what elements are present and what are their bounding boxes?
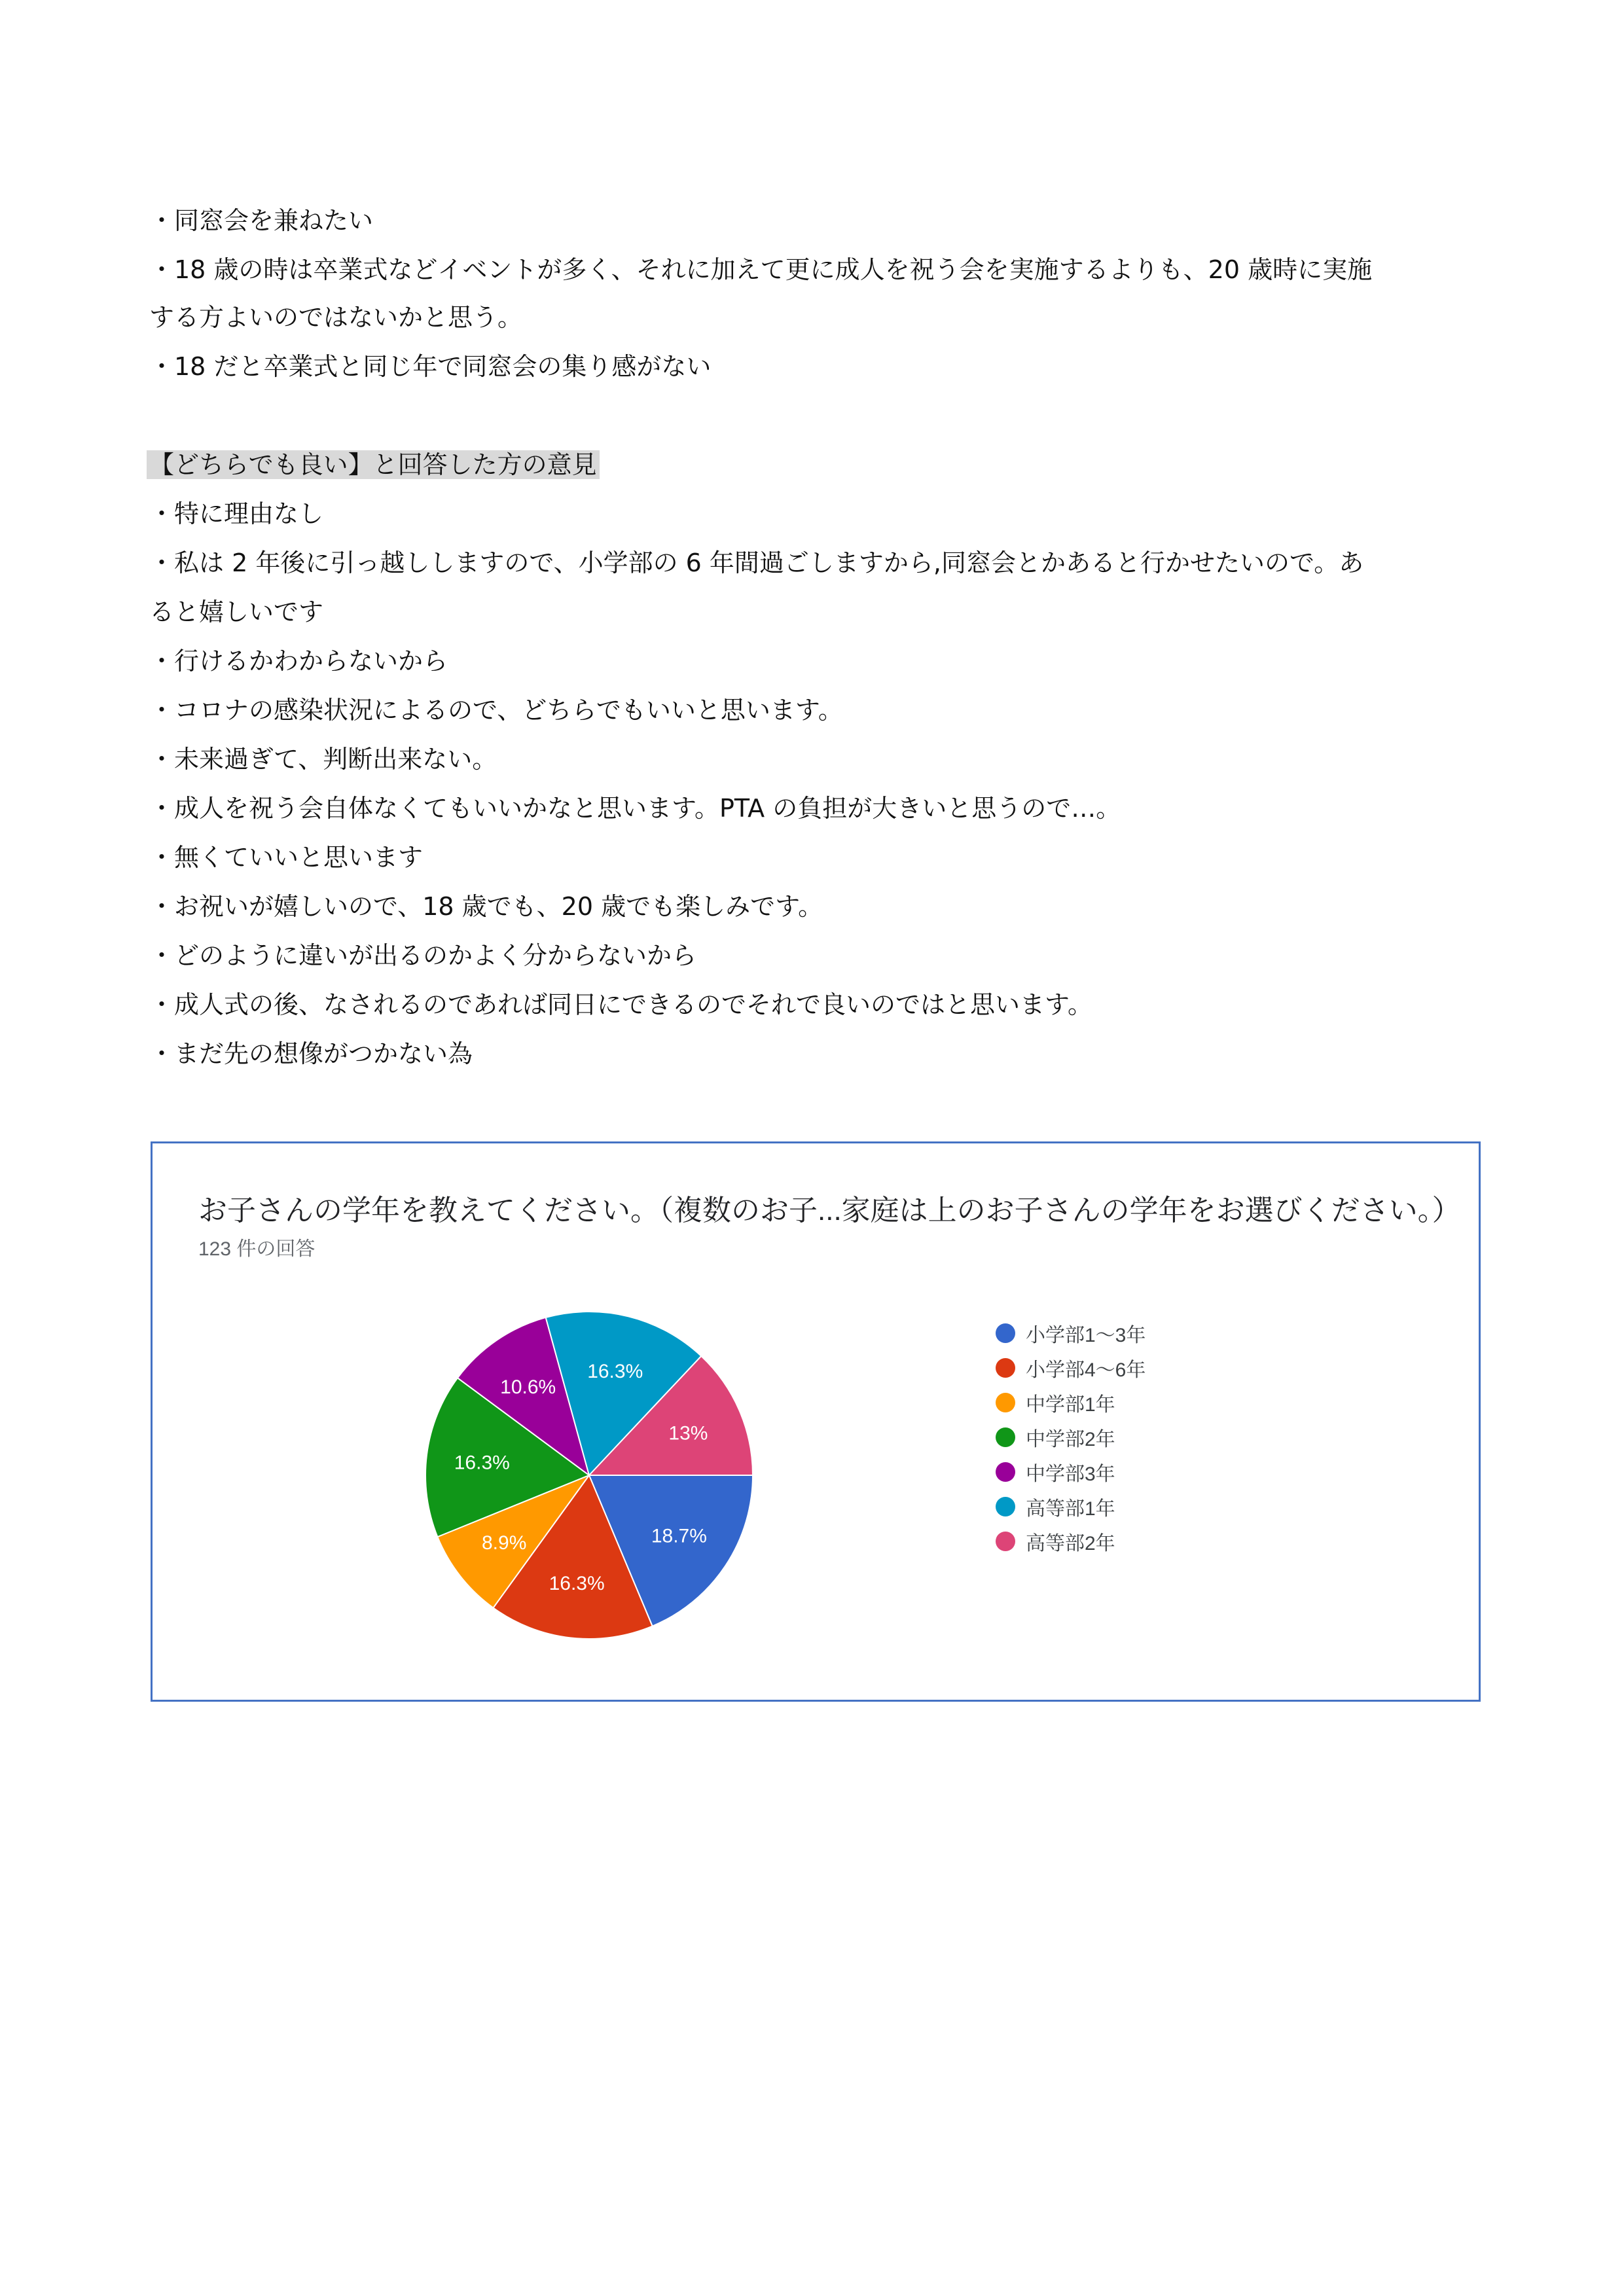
pie-slice-label: 8.9% bbox=[481, 1532, 527, 1554]
text-line: ・成人を祝う会自体なくてもいいかなと思います。PTA の負担が大きいと思うので…。 bbox=[149, 794, 1121, 823]
pie-slice-label: 16.3% bbox=[549, 1572, 605, 1594]
pie-slice-label: 16.3% bbox=[587, 1360, 643, 1382]
legend-item bbox=[996, 1492, 1115, 1521]
legend-label: 小学部1～3年 bbox=[1026, 1325, 1146, 1346]
text-line: ・同窓会を兼ねたい bbox=[149, 206, 374, 235]
legend-swatch bbox=[996, 1497, 1015, 1516]
text-line: ると嬉しいです bbox=[149, 598, 324, 626]
legend-label: 中学部2年 bbox=[1026, 1429, 1115, 1450]
text-line: ・成人式の後、なされるのであれば同日にできるのでそれで良いのではと思います。 bbox=[149, 990, 1092, 1019]
legend-item bbox=[996, 1354, 1146, 1382]
text-line: ・私は 2 年後に引っ越ししますので、小学部の 6 年間過ごしますから,同窓会とかあると行かせたいので。あ bbox=[149, 548, 1364, 577]
text-line: ・お祝いが嬉しいので、18 歳でも、20 歳でも楽しみです。 bbox=[149, 892, 823, 921]
text-line: ・コロナの感染状況によるので、どちらでもいいと思います。 bbox=[149, 696, 843, 725]
chart-title: お子さんの学年を教えてください。（複数のお子...家庭は上のお子さんの学年をお選びください。） bbox=[198, 1194, 1461, 1227]
text-line: ・まだ先の想像がつかない為 bbox=[149, 1039, 473, 1068]
legend-label: 中学部1年 bbox=[1026, 1394, 1115, 1416]
legend-swatch bbox=[996, 1427, 1015, 1447]
legend-item bbox=[996, 1388, 1115, 1417]
legend-swatch bbox=[996, 1358, 1015, 1378]
legend-swatch bbox=[996, 1323, 1015, 1343]
text-line: する方よいのではないかと思う。 bbox=[149, 303, 523, 332]
legend-label: 中学部3年 bbox=[1026, 1463, 1115, 1485]
legend-label: 高等部2年 bbox=[1026, 1533, 1115, 1554]
pie-slice-label: 13% bbox=[668, 1422, 708, 1444]
pie-slice-label: 10.6% bbox=[500, 1376, 556, 1398]
text-line: ・行けるかわからないから bbox=[149, 647, 448, 675]
pie-chart bbox=[153, 1143, 1479, 1700]
legend-swatch bbox=[996, 1462, 1015, 1482]
legend-label: 高等部1年 bbox=[1026, 1498, 1115, 1520]
text-line: ・無くていいと思います bbox=[149, 843, 424, 872]
pie-slice-label: 18.7% bbox=[651, 1525, 707, 1547]
section-heading-text: 【どちらでも良い】と回答した方の意見 bbox=[147, 450, 600, 479]
legend-item bbox=[996, 1458, 1115, 1486]
text-line: ・未来過ぎて、判断出来ない。 bbox=[149, 745, 497, 774]
text-line: ・18 歳の時は卒業式などイベントが多く、それに加えて更に成人を祝う会を実施するよりも、20 歳時に実施 bbox=[149, 255, 1373, 284]
chart-subtitle: 123 件の回答 bbox=[198, 1238, 316, 1260]
legend-swatch bbox=[996, 1393, 1015, 1412]
legend-item bbox=[996, 1527, 1115, 1556]
section-heading bbox=[149, 448, 600, 481]
text-line: ・18 だと卒業式と同じ年で同窓会の集り感がない bbox=[149, 352, 712, 381]
legend-swatch bbox=[996, 1532, 1015, 1551]
pie-slice-label: 16.3% bbox=[454, 1452, 510, 1474]
text-line: ・どのように違いが出るのかよく分からないから bbox=[149, 941, 697, 970]
chart-card bbox=[151, 1141, 1481, 1702]
text-line: ・特に理由なし bbox=[149, 499, 324, 528]
legend-label: 小学部4～6年 bbox=[1026, 1359, 1146, 1381]
legend-item bbox=[996, 1319, 1146, 1348]
legend-item bbox=[996, 1423, 1115, 1452]
